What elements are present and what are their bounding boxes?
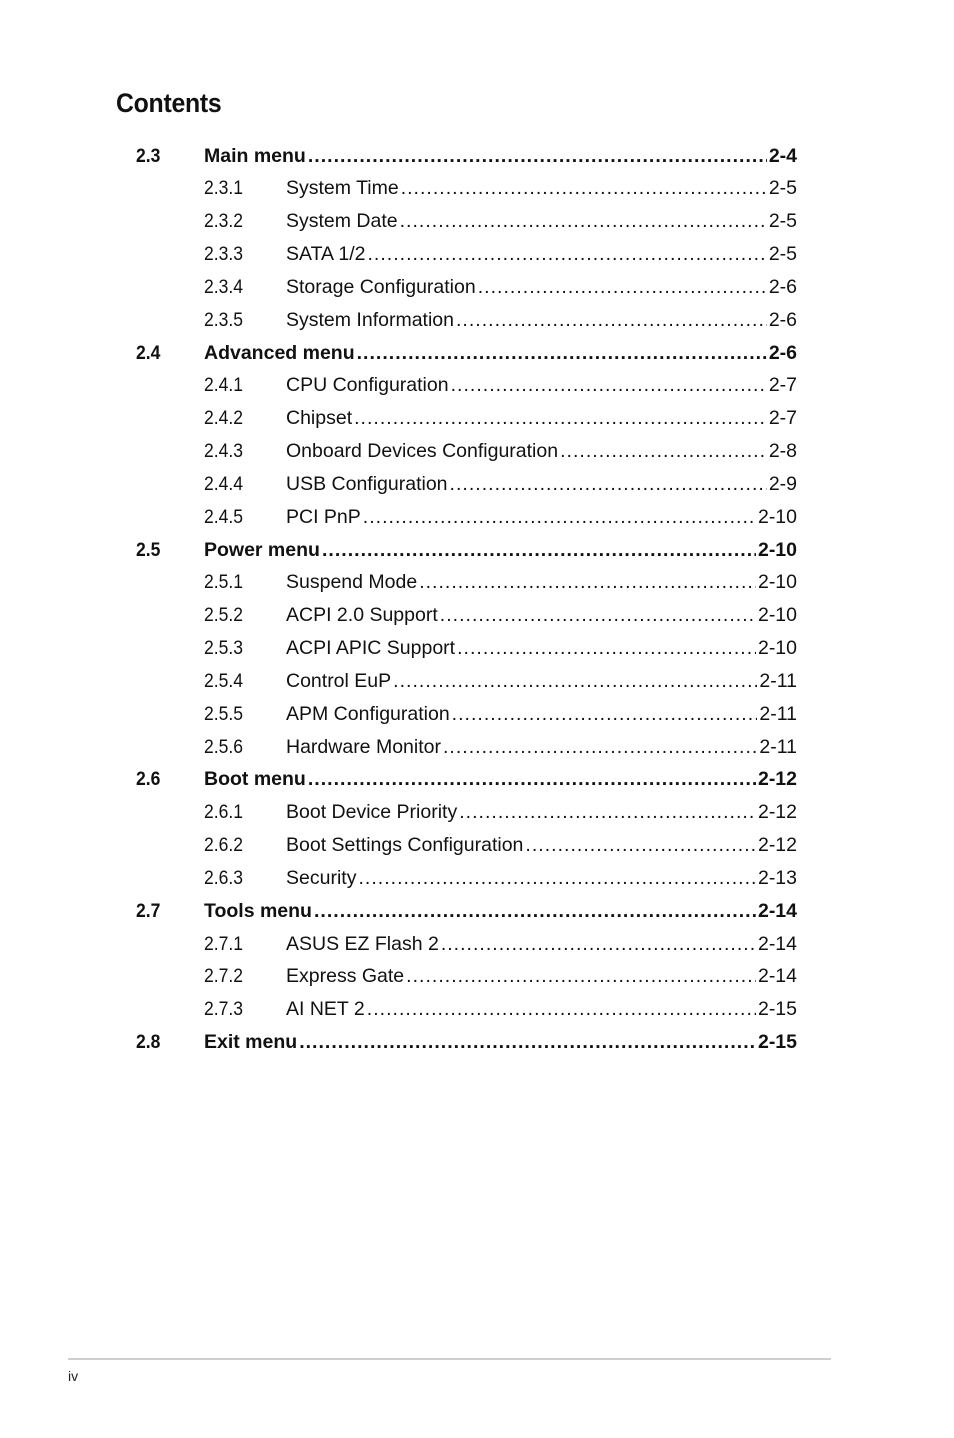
- toc-entry-title[interactable]: Tools menu: [204, 899, 312, 922]
- toc-entry-line: [286, 866, 797, 889]
- dot-leader: [401, 179, 767, 199]
- toc-entry-number: 2.5.3: [204, 637, 244, 660]
- toc-entry-page[interactable]: 2-5: [768, 243, 797, 266]
- toc-entry-line: [286, 606, 797, 626]
- toc-entry-page[interactable]: 2-7: [768, 374, 797, 397]
- toc-entry-number: 2.7.2: [204, 965, 244, 988]
- dot-leader: [478, 278, 767, 298]
- toc-entry-line: [286, 932, 797, 955]
- dot-leader: [419, 573, 756, 593]
- toc-section-entry[interactable]: [136, 895, 797, 928]
- toc-entry-line: [286, 669, 797, 692]
- toc-entry-title[interactable]: Advanced menu: [204, 341, 355, 364]
- toc-subsection-entry[interactable]: [136, 994, 797, 1027]
- toc-entry-number: 2.4.4: [204, 472, 244, 495]
- toc-entry-line: [286, 573, 797, 593]
- toc-subsection-entry[interactable]: [136, 567, 797, 600]
- toc-entry-line: [286, 836, 797, 856]
- toc-subsection-entry[interactable]: [136, 173, 797, 206]
- toc-entry-line: [286, 702, 797, 725]
- toc-subsection-entry[interactable]: [136, 797, 797, 830]
- toc-subsection-entry[interactable]: [136, 632, 797, 665]
- toc-subsection-entry[interactable]: [136, 435, 797, 468]
- toc-section-entry[interactable]: [136, 337, 797, 370]
- toc-entry-line: [286, 245, 797, 265]
- toc-entry-page[interactable]: 2-15: [757, 1031, 797, 1054]
- toc-entry-number: 2.4: [136, 341, 161, 364]
- dot-leader: [363, 508, 756, 528]
- toc-entry-number: 2.5.1: [204, 571, 244, 594]
- toc-entry-line: [286, 505, 797, 528]
- toc-entry-line: [204, 770, 797, 790]
- toc-entry-title[interactable]: Chipset: [286, 407, 353, 430]
- toc-entry-number: 2.5.6: [204, 735, 244, 758]
- dot-leader: [314, 902, 756, 922]
- toc-entry-number: 2.3: [136, 144, 161, 167]
- toc-entry-number: 2.5.4: [204, 669, 244, 692]
- toc-entry-page[interactable]: 2-6: [768, 308, 797, 331]
- toc-entry-number: 2.4.5: [204, 505, 244, 528]
- toc-entry-title[interactable]: Onboard Devices Configuration: [286, 440, 559, 463]
- dot-leader: [393, 672, 757, 692]
- toc-section-entry[interactable]: [136, 534, 797, 567]
- toc-entry-number: 2.3.1: [204, 177, 244, 200]
- toc-entry-number: 2.5: [136, 538, 161, 561]
- dot-leader: [400, 212, 767, 232]
- toc-subsection-entry[interactable]: [136, 501, 797, 534]
- dot-leader: [308, 770, 756, 790]
- toc-entry-line: [286, 179, 797, 199]
- toc-subsection-entry[interactable]: [136, 206, 797, 239]
- toc-entry-line: [286, 639, 797, 659]
- toc-subsection-entry[interactable]: [136, 403, 797, 436]
- dot-leader: [560, 442, 767, 462]
- toc-entry-page[interactable]: 2-10: [757, 571, 797, 594]
- toc-subsection-entry[interactable]: [136, 600, 797, 633]
- toc-subsection-entry[interactable]: [136, 698, 797, 731]
- toc-entry-title[interactable]: Express Gate: [286, 965, 405, 988]
- toc-entry-line: [286, 442, 797, 462]
- toc-entry-number: 2.3.2: [204, 210, 244, 233]
- toc-entry-line: [204, 538, 797, 561]
- toc-subsection-entry[interactable]: [136, 731, 797, 764]
- dot-leader: [357, 344, 767, 364]
- toc-entry-line: [204, 899, 797, 922]
- toc-entry-page[interactable]: 2-11: [759, 702, 797, 725]
- toc-entry-page[interactable]: 2-5: [768, 177, 797, 200]
- toc-entry-line: [286, 472, 797, 495]
- table-of-contents: [136, 140, 797, 1059]
- toc-entry-page[interactable]: 2-11: [759, 669, 797, 692]
- toc-entry-page[interactable]: 2-12: [757, 768, 797, 791]
- toc-entry-number: 2.8: [136, 1031, 161, 1054]
- toc-entry-line: [204, 341, 797, 364]
- toc-entry-page[interactable]: 2-14: [757, 965, 797, 988]
- dot-leader: [451, 376, 767, 396]
- toc-entry-page[interactable]: 2-4: [768, 144, 797, 167]
- dot-leader: [322, 541, 756, 561]
- toc-entry-line: [286, 212, 797, 232]
- toc-entry-number: 2.7: [136, 899, 161, 922]
- toc-entry-page[interactable]: 2-12: [757, 801, 797, 824]
- footer-page-number: iv: [68, 1368, 79, 1384]
- dot-leader: [308, 147, 767, 167]
- toc-entry-page[interactable]: 2-10: [757, 538, 797, 561]
- toc-subsection-entry[interactable]: [136, 665, 797, 698]
- toc-entry-page[interactable]: 2-8: [768, 440, 797, 463]
- toc-entry-number: 2.7.1: [204, 932, 244, 955]
- toc-entry-page[interactable]: 2-7: [768, 407, 797, 430]
- dot-leader: [450, 475, 767, 495]
- dot-leader: [456, 311, 767, 331]
- toc-entry-title[interactable]: Exit menu: [204, 1031, 298, 1054]
- toc-entry-title[interactable]: Security: [286, 866, 357, 889]
- dot-leader: [368, 245, 767, 265]
- toc-subsection-entry[interactable]: [136, 829, 797, 862]
- toc-entry-page[interactable]: 2-15: [757, 998, 797, 1021]
- toc-entry-number: 2.6.3: [204, 866, 244, 889]
- toc-entry-title[interactable]: Power menu: [204, 538, 320, 561]
- dot-leader: [457, 639, 756, 659]
- toc-entry-line: [286, 1000, 797, 1020]
- dot-leader: [358, 869, 756, 889]
- toc-entry-title[interactable]: Control EuP: [286, 669, 392, 692]
- toc-entry-page[interactable]: 2-10: [757, 637, 797, 660]
- toc-entry-title[interactable]: CPU Configuration: [286, 374, 449, 397]
- footer-divider: [68, 1358, 831, 1360]
- toc-entry-number: 2.4.3: [204, 440, 244, 463]
- toc-entry-title[interactable]: Boot menu: [204, 768, 306, 791]
- toc-subsection-entry[interactable]: [136, 238, 797, 271]
- toc-section-entry[interactable]: [136, 1026, 797, 1059]
- toc-entry-line: [204, 144, 797, 167]
- toc-entry-number: 2.6.1: [204, 801, 244, 824]
- toc-entry-number: 2.6: [136, 768, 161, 791]
- toc-subsection-entry[interactable]: [136, 370, 797, 403]
- toc-subsection-entry[interactable]: [136, 468, 797, 501]
- toc-entry-page[interactable]: 2-14: [757, 932, 797, 955]
- toc-entry-title[interactable]: Boot Device Priority: [286, 801, 458, 824]
- toc-entry-title[interactable]: System Time: [286, 177, 399, 200]
- toc-entry-title[interactable]: SATA 1/2: [286, 243, 366, 266]
- toc-entry-line: [286, 308, 797, 331]
- toc-entry-number: 2.4.2: [204, 407, 244, 430]
- toc-entry-title[interactable]: AI NET 2: [286, 998, 365, 1021]
- toc-entry-number: 2.6.2: [204, 834, 244, 857]
- toc-section-entry[interactable]: [136, 140, 797, 173]
- toc-subsection-entry[interactable]: [136, 862, 797, 895]
- toc-entry-page[interactable]: 2-9: [768, 472, 797, 495]
- toc-subsection-entry[interactable]: [136, 271, 797, 304]
- toc-entry-page[interactable]: 2-6: [768, 275, 797, 298]
- toc-section-entry[interactable]: [136, 764, 797, 797]
- dot-leader: [443, 738, 757, 758]
- toc-entry-title[interactable]: Suspend Mode: [286, 571, 418, 594]
- dot-leader: [406, 967, 756, 987]
- toc-entry-line: [286, 803, 797, 823]
- toc-entry-title[interactable]: ACPI APIC Support: [286, 637, 456, 660]
- toc-entry-page[interactable]: 2-11: [759, 735, 797, 758]
- toc-entry-title[interactable]: Hardware Monitor: [286, 735, 441, 758]
- toc-entry-number: 2.5.5: [204, 702, 244, 725]
- toc-subsection-entry[interactable]: [136, 961, 797, 994]
- dot-leader: [367, 1000, 756, 1020]
- toc-entry-title[interactable]: System Information: [286, 308, 454, 331]
- toc-entry-number: 2.5.2: [204, 604, 244, 627]
- dot-leader: [452, 705, 758, 725]
- toc-entry-title[interactable]: ACPI 2.0 Support: [286, 604, 438, 627]
- dot-leader: [525, 836, 756, 856]
- toc-entry-number: 2.3.4: [204, 275, 244, 298]
- dot-leader: [354, 409, 767, 429]
- toc-entry-line: [286, 967, 797, 987]
- dot-leader: [299, 1033, 756, 1053]
- page-title: Contents: [116, 88, 222, 118]
- toc-entry-page[interactable]: 2-14: [757, 899, 797, 922]
- dot-leader: [440, 606, 756, 626]
- toc-entry-page[interactable]: 2-12: [757, 834, 797, 857]
- toc-entry-number: 2.3.3: [204, 243, 244, 266]
- toc-entry-title[interactable]: USB Configuration: [286, 472, 448, 495]
- toc-entry-title[interactable]: Boot Settings Configuration: [286, 834, 524, 857]
- toc-entry-number: 2.3.5: [204, 308, 244, 331]
- toc-subsection-entry[interactable]: [136, 928, 797, 961]
- toc-entry-number: 2.4.1: [204, 374, 244, 397]
- toc-subsection-entry[interactable]: [136, 304, 797, 337]
- toc-entry-page[interactable]: 2-10: [757, 604, 797, 627]
- toc-entry-line: [286, 275, 797, 298]
- toc-entry-title[interactable]: Main menu: [204, 144, 306, 167]
- toc-entry-page[interactable]: 2-13: [757, 866, 797, 889]
- toc-entry-title[interactable]: APM Configuration: [286, 702, 450, 725]
- toc-entry-line: [286, 735, 797, 758]
- toc-entry-line: [286, 376, 797, 396]
- toc-entry-page[interactable]: 2-10: [757, 505, 797, 528]
- dot-leader: [441, 935, 756, 955]
- toc-entry-number: 2.7.3: [204, 998, 244, 1021]
- dot-leader: [459, 803, 756, 823]
- toc-entry-title[interactable]: ASUS EZ Flash 2: [286, 932, 439, 955]
- toc-entry-title[interactable]: System Date: [286, 210, 398, 233]
- toc-entry-title[interactable]: PCI PnP: [286, 505, 361, 528]
- toc-entry-title[interactable]: Storage Configuration: [286, 275, 476, 298]
- toc-entry-line: [286, 409, 797, 429]
- toc-entry-page[interactable]: 2-5: [768, 210, 797, 233]
- toc-entry-page[interactable]: 2-6: [768, 341, 797, 364]
- toc-entry-line: [204, 1033, 797, 1053]
